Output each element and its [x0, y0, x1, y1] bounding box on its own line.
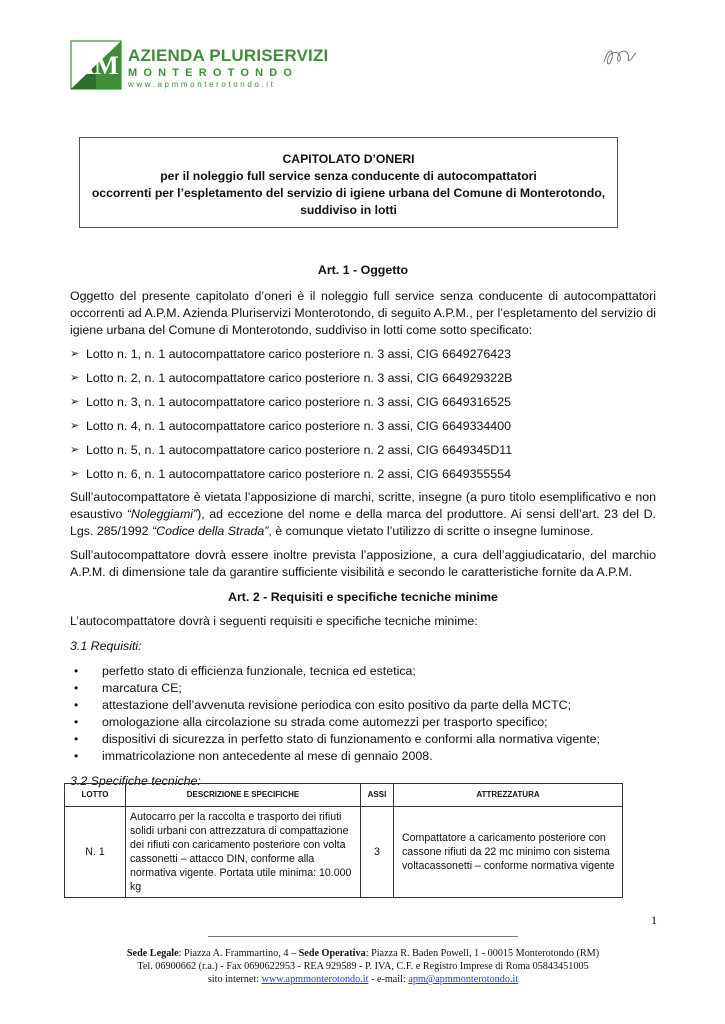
footer [70, 947, 656, 986]
document-body [70, 262, 656, 790]
footer-line-2: Tel. 06900662 (r.a.) - Fax 0690622953 - REA 929589 - P. IVA, C.F. e Registro Imprese di Roma 05843451005 [137, 961, 589, 972]
cell-attrezzatura: Compattatore a caricamento posteriore con cassone rifiuti da 22 mc minimo con sistema voltacassonetti – conforme normativa vigente [394, 807, 623, 898]
title-line-2: per il noleggio full service senza conducente di autocompattatori [160, 169, 537, 183]
title-line-3: occorrenti per l’espletamento del servizio di igiene urbana del Comune di Monterotondo, [91, 186, 606, 200]
requisito-text: omologazione alla circolazione su strada come automezzi per trasporto specifico; [102, 715, 548, 729]
list-item [70, 680, 656, 697]
footer-divider [208, 936, 518, 937]
specifiche-label: 3.2 Specifiche tecniche: [70, 774, 201, 788]
art1-intro: Oggetto del presente capitolato d’oneri è il noleggio full service senza conducente di autocompattatori occorrenti ad A.P.M. Azienda Pluriservizi Monterotondo, di seguito A.P.M., per l’espletamento del servizio di igiene urbana del Comune di Monterotondo, suddiviso in lotti come sotto specificato: [70, 289, 656, 337]
list-item [70, 466, 656, 483]
requisito-text: attestazione dell’avvenuta revisione periodica con esito positivo da parte della MCTC; [102, 698, 572, 712]
svg-text:AM: AM [75, 51, 119, 80]
art1-paragraph-3: Sull’autocompattatore dovrà essere inoltre prevista l’apposizione, a cura dell’aggiudicatario, del marchio A.P.M. di dimensione tale da garantire sufficiente visibilità e secondo le caratteristiche fornite da A.P.M. [70, 548, 656, 579]
title-line-1: CAPITOLATO D’ONERI [282, 152, 415, 166]
bullet-dot-icon: • [74, 681, 79, 695]
footer-line-1 [70, 947, 656, 960]
site-label: sito internet: [207, 974, 262, 985]
apm-logo-icon [70, 40, 122, 90]
col-header-lotto: LOTTO [65, 784, 126, 807]
title-line-4: suddiviso in lotti [300, 203, 397, 217]
company-city: MONTEROTONDO [128, 67, 299, 79]
col-header-assi: ASSI [361, 784, 394, 807]
list-item [70, 714, 656, 731]
list-item [70, 663, 656, 680]
lotto-text: Lotto n. 1, n. 1 autocompattatore carico posteriore n. 3 assi, CIG 6649276423 [86, 347, 511, 361]
list-item [70, 370, 656, 387]
art1-p2-italic-2: “Codice della Strada” [152, 524, 269, 538]
letterhead [70, 40, 630, 100]
lotto-text: Lotto n. 6, n. 1 autocompattatore carico posteriore n. 2 assi, CIG 6649355554 [86, 467, 511, 481]
signature-initials-icon [600, 44, 640, 70]
lotto-text: Lotto n. 5, n. 1 autocompattatore carico posteriore n. 2 assi, CIG 6649345D11 [86, 443, 513, 457]
sede-legale-label: Sede Legale [126, 948, 179, 959]
email-label: - e-mail: [368, 974, 409, 985]
lotto-text: Lotto n. 2, n. 1 autocompattatore carico posteriore n. 3 assi, CIG 664929322B [86, 371, 513, 385]
list-item [70, 697, 656, 714]
document-title-box [79, 137, 618, 228]
col-header-attrezzatura: ATTREZZATURA [394, 784, 623, 807]
bullet-dot-icon: • [74, 732, 79, 746]
list-item [70, 748, 656, 765]
cell-descrizione: Autocarro per la raccolta e trasporto dei rifiuti solidi urbani con attrezzatura di compattazione dei rifiuti con caricamento posteriore con volta cassonetti – attacco DIN, conforme alla normativa vigente. Portata utile minima: 10.000 kg [126, 807, 361, 898]
requisito-text: immatricolazione non antecedente al mese di gennaio 2008. [102, 749, 433, 763]
company-name: AZIENDA PLURISERVIZI [128, 46, 329, 65]
footer-line-3 [70, 973, 656, 986]
cell-lotto: N. 1 [65, 807, 126, 898]
sede-operativa-label: Sede Operativa [298, 948, 366, 959]
art2-heading: Art. 2 - Requisiti e specifiche tecniche minime [228, 590, 498, 604]
arrow-bullet-icon: ➢ [70, 468, 80, 480]
arrow-bullet-icon: ➢ [70, 444, 80, 456]
website-link[interactable]: www.apmmonterotondo.it [261, 974, 369, 985]
art2-intro: L’autocompattatore dovrà i seguenti requisiti e specifiche tecniche minime: [70, 614, 478, 628]
bullet-dot-icon: • [74, 664, 79, 678]
art1-heading: Art. 1 - Oggetto [317, 263, 409, 277]
bullet-dot-icon: • [74, 698, 79, 712]
requisito-text: dispositivi di sicurezza in perfetto stato di funzionamento e conformi alla normativa vigente; [102, 732, 600, 746]
bullet-dot-icon: • [74, 749, 79, 763]
art1-p2-italic-1: “Noleggiami” [126, 507, 198, 521]
list-item [70, 346, 656, 363]
company-web: www.apmmonterotondo.it [128, 80, 276, 89]
col-header-descrizione: DESCRIZIONE E SPECIFICHE [126, 784, 361, 807]
art1-p2-text-b: ), ad eccezione del nome e della marca del produttore. Ai sensi dell’art. 23 del D. Lgs. 285/1992 [70, 507, 656, 538]
lotto-text: Lotto n. 3, n. 1 autocompattatore carico posteriore n. 3 assi, CIG 6649316525 [86, 395, 511, 409]
sede-legale-address: : Piazza A. Frammartino, 4 – [178, 948, 299, 959]
arrow-bullet-icon: ➢ [70, 396, 80, 408]
art1-paragraph-2 [70, 489, 656, 540]
specifiche-table [64, 783, 623, 898]
arrow-bullet-icon: ➢ [70, 420, 80, 432]
list-item [70, 442, 656, 459]
lotto-text: Lotto n. 4, n. 1 autocompattatore carico posteriore n. 3 assi, CIG 6649334400 [86, 419, 511, 433]
arrow-bullet-icon: ➢ [70, 348, 80, 360]
brand-block [128, 46, 328, 89]
cell-assi: 3 [361, 807, 394, 898]
art1-p2-text-c: , è comunque vietato l’utilizzo di scritte o insegne luminose. [268, 524, 594, 538]
art1-p2-text-a: Sull’autocompattatore è vietata l’apposizione di marchi, scritte, insegne (a puro titolo esemplificativo e non esaustivo [70, 490, 656, 521]
list-item [70, 394, 656, 411]
sede-operativa-address: : Piazza R. Baden Powell, 1 - 00015 Monterotondo (RM) [365, 948, 600, 959]
requisiti-list [70, 663, 656, 765]
list-item [70, 731, 656, 748]
requisito-text: marcatura CE; [102, 681, 182, 695]
arrow-bullet-icon: ➢ [70, 372, 80, 384]
page-number: 1 [651, 913, 657, 927]
list-item [70, 418, 656, 435]
lotti-list [70, 346, 656, 483]
table-header-row [65, 784, 623, 807]
requisito-text: perfetto stato di efficienza funzionale, tecnica ed estetica; [102, 664, 416, 678]
bullet-dot-icon: • [74, 715, 79, 729]
email-link[interactable]: apm@apmmonterotondo.it [408, 974, 519, 985]
table-row [65, 807, 623, 898]
requisiti-label: 3.1 Requisiti: [70, 639, 142, 653]
